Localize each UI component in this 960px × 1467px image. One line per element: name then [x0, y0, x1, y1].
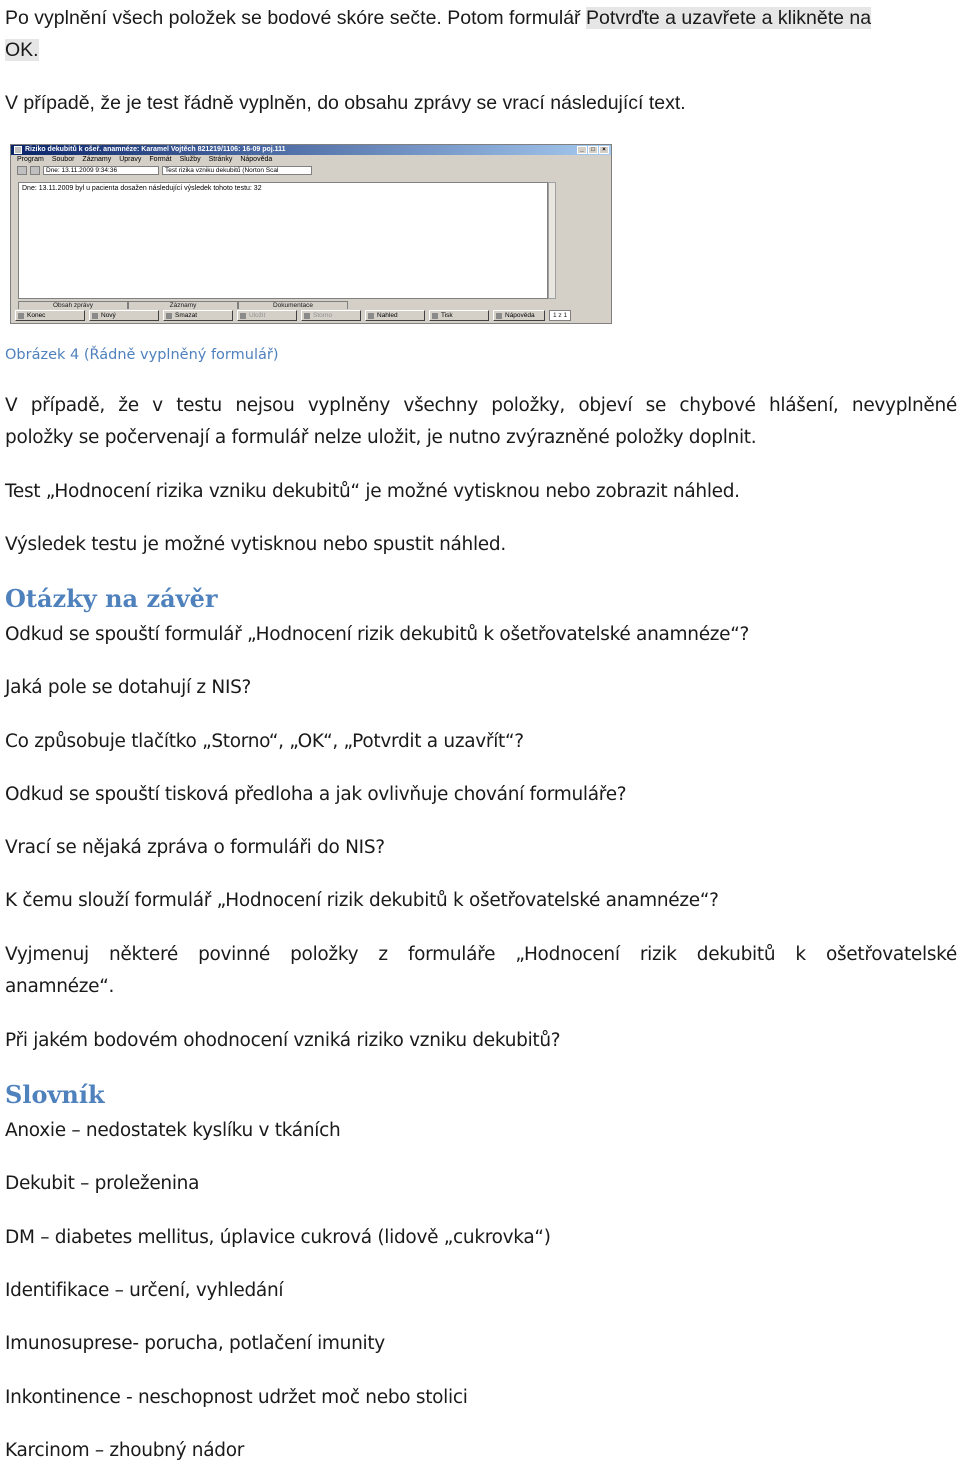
storno-button[interactable]: Storno [301, 310, 361, 321]
napoveda-button[interactable]: Nápověda [493, 310, 545, 321]
window-title: Riziko dekubitů k ošeř. anamnéze: Karamel Vojtěch 821219/1106: 16-09 poj.111 [25, 146, 286, 153]
menu-bar [11, 155, 611, 164]
question-item: Při jakém bodovém ohodnocení vzniká riziko vzniku dekubitů? [5, 1030, 561, 1051]
vertical-scrollbar[interactable] [548, 182, 556, 299]
intro-line-3: V případě, že je test řádně vyplněn, do obsahu zprávy se vrací následující text. [5, 92, 686, 114]
toolbar-print-icon[interactable] [30, 166, 40, 175]
highlighted-instruction: Potvrďte a uzavřete a klikněte na [585, 7, 872, 29]
ulozit-button[interactable]: Uložit [237, 310, 297, 321]
close-icon[interactable]: × [599, 146, 609, 154]
glossary-item: Dekubit – proleženina [5, 1173, 200, 1194]
menu-napoveda[interactable]: Nápověda [240, 156, 273, 163]
tab-strip [18, 301, 348, 309]
body-paragraph-print-test: Test „Hodnocení rizika vzniku dekubitů“ je možné vytisknou nebo zobrazit náhled. [5, 481, 740, 502]
button-row [15, 310, 571, 321]
glossary-item: Anoxie – nedostatek kyslíku v tkáních [5, 1120, 341, 1141]
figure-caption: Obrázek 4 (Řádně vyplněný formulář) [5, 347, 279, 363]
report-text: Dne: 13.11.2009 byl u pacienta dosažen následující výsledek tohoto testu: 32 [22, 185, 262, 192]
record-counter: 1 z 1 [549, 310, 571, 321]
question-item: Odkud se spouští formulář „Hodnocení rizik dekubitů k ošetřovatelské anamnéze“? [5, 624, 750, 645]
question-item: K čemu slouží formulář „Hodnocení rizik dekubitů k ošetřovatelské anamnéze“? [5, 890, 719, 911]
novy-button[interactable]: Nový [89, 310, 159, 321]
toolbar [11, 164, 611, 176]
menu-soubor[interactable]: Soubor [51, 156, 75, 163]
glossary-item: DM – diabetes mellitus, úplavice cukrová (lidově „cukrovka“) [5, 1227, 551, 1248]
toolbar-test-field[interactable]: Test rizika vzniku dekubitů (Norton Scal [162, 166, 312, 175]
tab-zaznamy[interactable]: Záznamy [128, 301, 238, 309]
maximize-icon[interactable]: □ [588, 146, 598, 154]
toolbar-back-icon[interactable] [17, 166, 27, 175]
form-screenshot [10, 144, 612, 324]
intro-text: Po vyplnění všech položek se bodové skóre sečte. Potom formulář [5, 7, 586, 29]
body-paragraph-print-result: Výsledek testu je možné vytisknou nebo spustit náhled. [5, 534, 506, 555]
question-item: Odkud se spouští tisková předloha a jak ovlivňuje chování formuláře? [5, 784, 627, 805]
report-content-area[interactable] [18, 182, 548, 299]
intro-line-1 [5, 2, 871, 34]
menu-sluzby[interactable]: Služby [179, 156, 201, 163]
body-paragraph-line-2: položky se počervenají a formulář nelze uložit, je nutno zvýrazněné položky doplnit. [5, 427, 757, 448]
question-item: Co způsobuje tlačítko „Storno“, „OK“, „Potvrdit a uzavřít“? [5, 731, 524, 752]
tab-obsah-zpravy[interactable]: Obsah zprávy [18, 301, 128, 309]
body-paragraph-line-1: V případě, že v testu nejsou vyplněny všechny položky, objeví se chybové hlášení, nevyplněné [5, 395, 957, 416]
highlighted-ok: OK. [5, 39, 39, 61]
glossary-item: Karcinom – zhoubný nádor [5, 1440, 245, 1461]
menu-stranky[interactable]: Stránky [208, 156, 233, 163]
tab-dokumentace[interactable]: Dokumentace [238, 301, 348, 309]
menu-upravy[interactable]: Úpravy [119, 156, 142, 163]
glossary-item: Identifikace – určení, vyhledání [5, 1280, 284, 1301]
window-titlebar [11, 145, 611, 155]
toolbar-date-field[interactable]: Dne: 13.11.2009 9:34:36 [43, 166, 159, 175]
menu-zaznamy[interactable]: Záznamy [82, 156, 112, 163]
nahled-button[interactable]: Nahled [365, 310, 425, 321]
app-icon [14, 146, 22, 154]
smazat-button[interactable]: Smazat [163, 310, 233, 321]
glossary-heading: Slovník [5, 1080, 105, 1109]
question-item: Jaká pole se dotahují z NIS? [5, 677, 252, 698]
tisk-button[interactable]: Tisk [429, 310, 489, 321]
minimize-icon[interactable]: _ [577, 146, 587, 154]
question-item: Vrací se nějaká zpráva o formuláři do NIS? [5, 837, 385, 858]
glossary-item: Inkontinence - neschopnost udržet moč nebo stolici [5, 1387, 468, 1408]
questions-heading: Otázky na závěr [5, 584, 218, 613]
menu-format[interactable]: Formát [149, 156, 172, 163]
intro-line-2 [5, 34, 39, 66]
menu-program[interactable]: Program [17, 156, 44, 163]
glossary-item: Imunosuprese- porucha, potlačení imunity [5, 1333, 385, 1354]
konec-button[interactable]: Konec [15, 310, 85, 321]
window-controls [577, 146, 609, 154]
question-item-long-line-1: Vyjmenuj některé povinné položky z formuláře „Hodnocení rizik dekubitů k ošetřovatelské [5, 944, 957, 965]
question-item-long-line-2: anamnéze“. [5, 976, 115, 997]
